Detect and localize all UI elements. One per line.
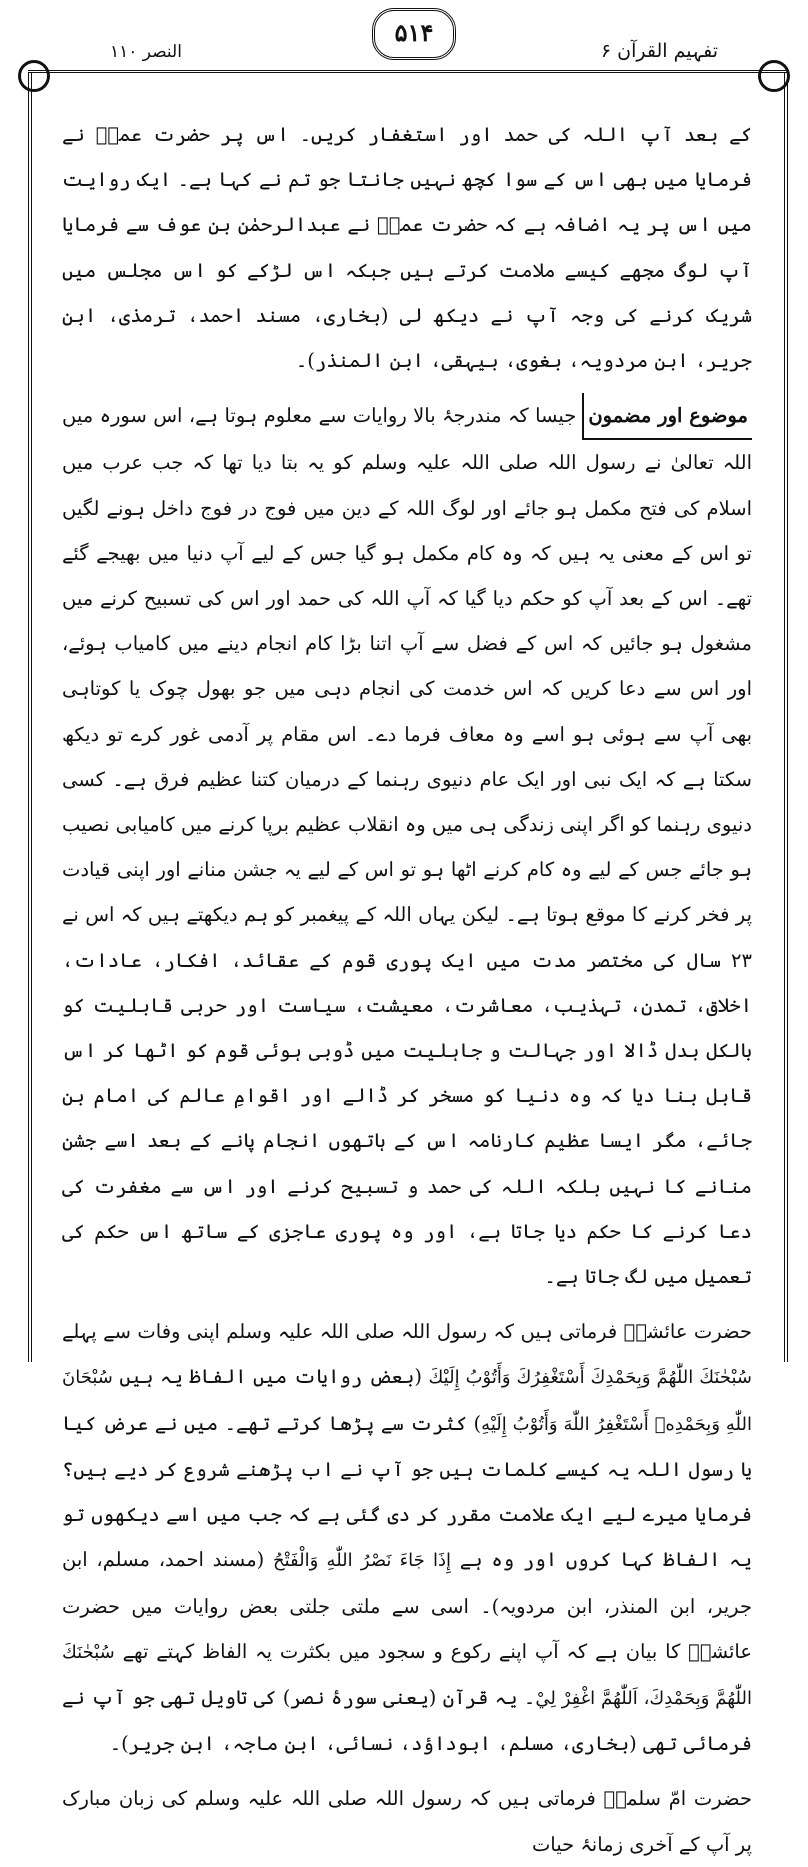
paragraph xyxy=(62,393,752,1299)
page-number: ۵۱۴ xyxy=(372,8,456,60)
paragraph: حضرت امّ سلمہؓ فرماتی ہیں کہ رسول اللہ صلی اللہ علیہ وسلم کی زبان مبارک پر آپ کے آخری زمانۂ حیات xyxy=(62,1787,752,1856)
arabic-quote: سُبْحَانَ اللّٰهِ وَبِحَمْدِهٖ أَسْتَغْفِرُ اللّٰهَ وَأَتُوْبُ إِلَيْهِ xyxy=(62,1367,752,1435)
arabic-quote: سُبْحٰنَكَ اللّٰهُمَّ وَبِحَمْدِكَ أَسْتَغْفِرُكَ وَأَتُوْبُ إِلَيْكَ xyxy=(428,1367,752,1389)
paragraph xyxy=(62,1309,752,1766)
paragraph-text: (مسند احمد، مسلم، ابن جریر، ابن المنذر، ابن مردویہ)۔ اسی سے ملتی جلتی بعض روایات میں حضرت عائشہؓ کا بیان ہے کہ آپ اپنے رکوع و سجود میں بکثرت یہ الفاظ کہتے تھے xyxy=(62,1548,752,1663)
arabic-quote: سُبْحٰنَكَ اللّٰهُمَّ وَبِحَمْدِكَ، اَللّٰهُمَّ اغْفِرْ لِيْ xyxy=(62,1641,752,1709)
page-header xyxy=(0,0,808,75)
book-title: تفہیم القرآن ۶ xyxy=(600,40,718,62)
paragraph-text: (بعض روایات میں الفاظ یہ ہیں xyxy=(119,1365,423,1389)
surah-reference: النصر ۱۱۰ xyxy=(110,42,182,62)
frame-corner-ornament xyxy=(758,60,790,92)
arabic-quote: إِذَا جَاءَ نَصْرُ اللّٰهِ وَالْفَتْحُ xyxy=(272,1550,452,1572)
page-body xyxy=(62,112,752,1867)
frame-corner-ornament xyxy=(18,60,50,92)
paragraph-text: جیسا کہ مندرجۂ بالا روایات سے معلوم ہوتا ہے، اس سورہ میں اللہ تعالیٰ نے رسول اللہ صلی اللہ علیہ وسلم کو یہ بتا دیا تھا کہ جب عرب میں اسلام کی فتح مکمل ہو جائے اور لوگ اللہ کے دین میں فوج در فوج داخل ہونے لگیں تو اس کے معنی یہ ہیں کہ وہ کام مکمل ہو گیا جس کے لیے آپ دنیا میں بھیجے گئے تھے۔ اس کے بعد آپ کو حکم دیا گیا کہ آپ اللہ کی حمد اور اس کی تسبیح کرنے میں مشغول ہو جائیں کہ اس کے فضل سے آپ اتنا بڑا کام انجام دینے میں کامیاب ہوئے، اور اس سے دعا کریں کہ اس خدمت کی انجام دہی میں جو بھول چوک یا کوتاہی بھی آپ سے ہوئی ہو اسے وہ معاف فرما دے۔ اس مقام پر آدمی غور کرے تو دیکھ سکتا ہے کہ ایک نبی اور ایک عام دنیوی رہنما کے درمیان کتنا عظیم فرق ہے۔ کسی دنیوی رہنما کو اگر اپنی زندگی ہی میں وہ انقلاب عظیم برپا کرنے میں کامیابی نصیب ہو جائے جس کے لیے وہ کام کرنے اٹھا ہو تو اس کے لیے یہ جشن منانے اور اپنی قیادت پر فخر کرنے کا موقع ہوتا ہے۔ لیکن یہاں اللہ کے پیغمبر کو ہم دیکھتے ہیں کہ اس نے ۲۳ سال کی مختصر مدت میں ایک پوری قوم کے عقائد، افکار، عادات، اخلاق، تمدن، تہذیب، معاشرت، معیشت، سیاست اور حربی قابلیت کو بالکل بدل ڈالا اور جہالت و جاہلیت میں ڈوبی ہوئی قوم کو اٹھا کر اس قابل بنا دیا کہ وہ دنیا کو مسخر کر ڈالے اور اقوامِ عالم کی امام بن جائے، مگر ایسا عظیم کارنامہ اس کے ہاتھوں انجام پانے کے بعد اسے جشن منانے کا نہیں بلکہ اللہ کی حمد و تسبیح کرنے اور اس سے مغفرت کی دعا کرنے کا حکم دیا جاتا ہے، اور وہ پوری عاجزی کے ساتھ اس حکم کی تعمیل میں لگ جاتا ہے۔ xyxy=(62,404,752,1289)
paragraph-text: ۔ یہ قرآن (یعنی سورۂ نصر) کی تاویل تھی جو آپ نے فرمائی تھی (بخاری، مسلم، ابوداؤد، نسائی، ابن ماجہ، ابن جریر)۔ xyxy=(62,1685,752,1756)
paragraph: کے بعد آپ اللہ کی حمد اور استغفار کریں۔ اس پر حضرت عمرؓ نے فرمایا میں بھی اس کے سوا کچھ نہیں جانتا جو تم نے کہا ہے۔ ایک روایت میں اس پر یہ اضافہ ہے کہ حضرت عمرؓ نے عبدالرحمٰن بن عوف سے فرمایا آپ لوگ مجھے کیسے ملامت کرتے ہیں جبکہ اس لڑکے کو اس مجلس میں شریک کرنے کی وجہ آپ نے دیکھ لی (بخاری، مسند احمد، ترمذی، ابن جریر، ابن مردویہ، بغوی، بیہقی، ابن المنذر)۔ xyxy=(62,123,752,373)
paragraph-text: ) کثرت سے پڑھا کرتے تھے۔ میں نے عرض کیا یا رسول اللہ یہ کیسے کلمات ہیں جو آپ نے اب پڑھنے شروع کر دیے ہیں؟ فرمایا میرے لیے ایک علامت مقرر کر دی گئی ہے کہ جب میں اسے دیکھوں تو یہ الفاظ کہا کروں اور وہ ہے xyxy=(62,1411,752,1572)
paragraph-text: حضرت عائشہؓ فرماتی ہیں کہ رسول اللہ صلی اللہ علیہ وسلم اپنی وفات سے پہلے xyxy=(62,1320,752,1344)
section-heading: موضوع اور مضمون xyxy=(582,393,752,440)
